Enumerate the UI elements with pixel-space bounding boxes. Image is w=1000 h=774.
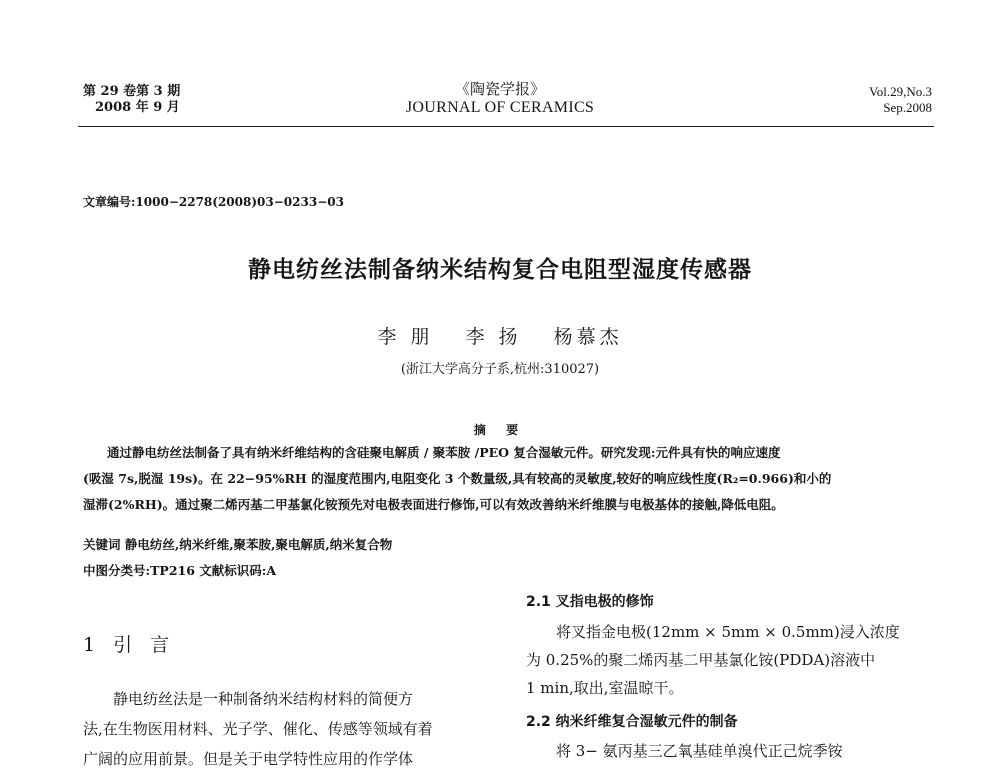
abstract-line: 湿滞(2%RH)。通过聚二烯丙基二甲基氯化铵预先对电极表面进行修饰,可以有效改善纳米纤维膜与电极基体的接触,降低电阻。 <box>83 497 784 512</box>
header-date: 2008 年 9 月 <box>95 100 180 115</box>
paragraph-line: 将 3− 氨丙基三乙氧基硅单溴代正己烷季铵 <box>556 742 843 760</box>
header-vol-no: Vol.29,No.3 <box>869 84 932 99</box>
paragraph-line: 1 min,取出,室温晾干。 <box>526 679 684 697</box>
affiliation: (浙江大学高分子系,杭州:310027) <box>400 362 600 377</box>
author-3: 杨慕杰 <box>553 326 623 348</box>
journal-name-cn: 《陶瓷学报》 <box>454 80 545 98</box>
paragraph-line: 静电纺丝法是一种制备纳米结构材料的简便方 <box>113 690 414 708</box>
header-month-year: Sep.2008 <box>883 100 932 115</box>
paragraph-line: 为 0.25%的聚二烯丙基二甲基氯化铵(PDDA)溶液中 <box>526 651 876 669</box>
header-divider <box>78 126 934 127</box>
article-number: 文章编号:1000−2278(2008)03−0233−03 <box>83 195 344 209</box>
paragraph-line: 将叉指金电极(12mm × 5mm × 0.5mm)浸入浓度 <box>556 623 900 641</box>
abstract-body <box>83 440 935 518</box>
header-issue-info <box>83 84 180 116</box>
header-journal <box>320 80 680 118</box>
paragraph-line: 法,在生物医用材料、光子学、催化、传感等领域有着 <box>83 720 433 738</box>
author-list <box>200 322 800 349</box>
section-2-2-heading: 2.2 纳米纤维复合湿敏元件的制备 <box>526 714 738 730</box>
section-2-2-paragraph <box>526 737 936 765</box>
section-1-heading: 1 引 言 <box>83 634 176 656</box>
abstract-heading: 摘 要 <box>473 423 527 437</box>
paper-title: 静电纺丝法制备纳米结构复合电阻型湿度传感器 <box>248 257 752 283</box>
abstract-line: (吸湿 7s,脱湿 19s)。在 22−95%RH 的湿度范围内,电阻变化 3 个数量级,具有较高的灵敏度,较好的响应线性度(R₂=0.966)和小的 <box>83 471 832 486</box>
keywords: 关键词 静电纺丝,纳米纤维,聚苯胺,聚电解质,纳米复合物 <box>83 537 393 552</box>
author-2: 李 扬 <box>465 326 522 348</box>
section-1-paragraph <box>83 684 493 774</box>
journal-name-en: JOURNAL OF CERAMICS <box>405 99 595 116</box>
author-1: 李 朋 <box>377 326 434 348</box>
section-2-1-paragraph <box>526 618 936 702</box>
header-volume-en <box>869 84 932 116</box>
classification-code: 中图分类号:TP216 文献标识码:A <box>83 563 277 578</box>
section-2-1-heading: 2.1 叉指电极的修饰 <box>526 594 654 610</box>
paragraph-line: 广阔的应用前景。但是关于电学特性应用的作学体 <box>83 750 414 768</box>
header-volume-issue: 第 29 卷第 3 期 <box>83 84 181 99</box>
abstract-line: 通过静电纺丝法制备了具有纳米纤维结构的含硅聚电解质 / 聚苯胺 /PEO 复合湿敏元件。研究发现:元件具有快的响应速度 <box>107 445 781 460</box>
